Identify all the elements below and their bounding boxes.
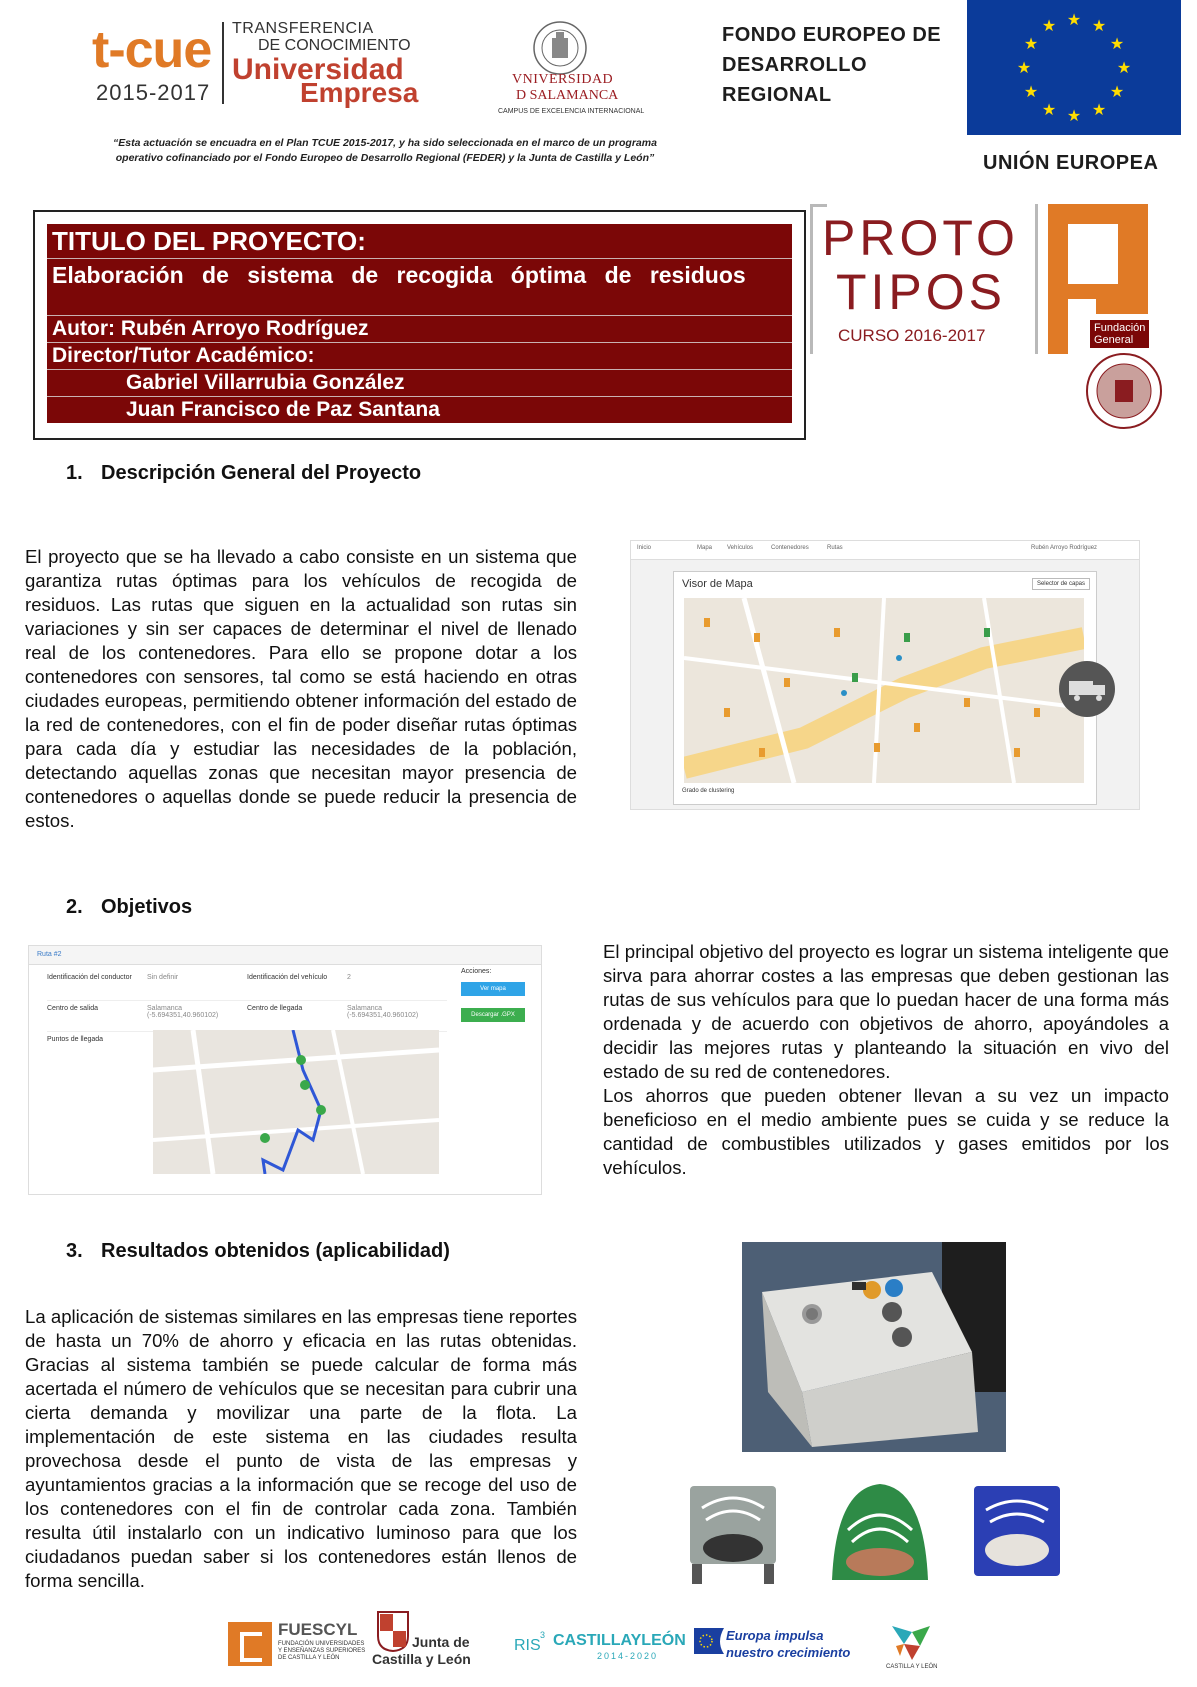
title-heading: TITULO DEL PROYECTO: (47, 224, 792, 259)
svg-text:★: ★ (1066, 10, 1082, 29)
route-map[interactable] (153, 1030, 439, 1174)
ris3-icon (514, 1628, 546, 1656)
svg-text:★: ★ (1091, 16, 1107, 35)
tcue-line1: TRANSFERENCIA (232, 20, 374, 37)
truck-icon (1057, 659, 1117, 719)
prototipos-line2: TIPOS (836, 264, 1007, 320)
svg-text:★: ★ (1016, 58, 1032, 77)
svg-text:★: ★ (1023, 34, 1039, 53)
fundacion-label: Fundación General (1090, 320, 1149, 348)
europa-line1: Europa impulsa (726, 1628, 824, 1643)
usal-seal-icon (532, 20, 588, 76)
map-canvas[interactable] (684, 598, 1084, 783)
svg-text:★: ★ (1109, 34, 1125, 53)
section-2-text: El principal objetivo del proyecto es lograr un sistema inteligente que sirva para ahorrar costes a las empresas que deben gestionan las rutas de sus vehículos para que lo puedan hacer de una forma más ordenada y de acuerdo con objetivos de ahorro, apoyándoles a decidir las mejores rutas y planteando la situación en vivo del estado de su red de contenedores. Los ahorros que pueden obtener llevan a su vez un impacto beneficioso en el medio ambiente pues se cuida y se reduce la cantidad de combustibles utilizados y gases emitidos por los vehículos. (603, 941, 1169, 1178)
funding-quote: “Esta actuación se encuadra en el Plan TCUE 2015-2017, y ha sido seleccionada en el marco de un programa operativo cofinanciado por el Fondo Europeo de Desarrollo Regional (FEDER) y la Junta de Castilla y León” (113, 137, 657, 164)
nav-map: Mapa (697, 545, 713, 551)
ris-castilla: CASTILLAYLEÓN (553, 1632, 686, 1649)
download-gpx-button[interactable]: Descargar .GPX (461, 1008, 525, 1022)
nav-home: Inicio (637, 545, 652, 551)
svg-text:★: ★ (1091, 100, 1107, 119)
author: Autor: Rubén Arroyo Rodríguez (47, 316, 792, 343)
route-header: Ruta #2 (29, 946, 541, 965)
tcue-divider (222, 22, 224, 104)
eu-label: UNIÓN EUROPEA (983, 152, 1159, 174)
nav-vehicles: Vehículos (727, 545, 754, 551)
svg-text:★: ★ (1109, 82, 1125, 101)
actions-label: Acciones: (461, 968, 492, 975)
blue-container-icon (968, 1478, 1066, 1586)
title-panel (47, 224, 792, 423)
gray-container-icon (684, 1478, 782, 1586)
svg-text:★: ★ (1041, 100, 1057, 119)
map-panel-title: Visor de Mapa (682, 578, 753, 590)
europa-line2: nuestro crecimiento (726, 1645, 851, 1660)
section-1-text: El proyecto que se ha llevado a cabo consiste en un sistema que garantiza rutas óptimas para los vehículos de recogida de residuos. Las rutas que siguen en la actualidad son rutas sin variaciones y sin ser capaces de determinar el nivel de llenado real de los contenedores. Para ello se propone dotar a los contenedores con sensores, tal como se está haciendo en otras ciudades europeas, permitiendo obtener información del estado de la red de contenedores, con el fin de poder diseñar rutas óptimas para cada día y estudiar las necesidades de la población, detectando aquellas zonas que necesitan mayor presencia de contenedores o aquellas donde se puede reducir la presencia de estos. (25, 546, 577, 831)
fuescyl-name: FUESCYL (278, 1620, 358, 1639)
cyl-label: CASTILLA Y LEÓN (886, 1664, 938, 1670)
map-viewer-screenshot (630, 540, 1140, 810)
route-row: Puntos de llegada (47, 1036, 104, 1043)
svg-text:★: ★ (1066, 106, 1082, 125)
tcue-years: 2015-2017 (96, 80, 211, 105)
tcue-wordmark: t-cue (92, 21, 212, 79)
section-1-heading: 1. Descripción General del Proyecto (66, 462, 422, 484)
eu-flag-icon (967, 0, 1181, 135)
director-label: Director/Tutor Académico: (47, 343, 792, 370)
route-row: Identificación del conductor Sin definir Identificación del vehículo 2 (47, 974, 447, 1001)
title-block (33, 210, 806, 440)
ris-years: 2014-2020 (597, 1651, 659, 1661)
usal-line2: D SALAMANCA (516, 88, 619, 103)
section-3-heading: 3. Resultados obtenidos (aplicabilidad) (66, 1240, 450, 1262)
fuescyl-logo-icon (228, 1622, 272, 1666)
sensor-device-photo (742, 1242, 1006, 1452)
junta-line1: Junta de (412, 1634, 470, 1650)
route-detail-screenshot (28, 945, 542, 1195)
tcue-line3: Universidad (232, 53, 404, 86)
fuescyl-subtitle: FUNDACIÓN UNIVERSIDADES Y ENSEÑANZAS SUPERIORES DE CASTILLA Y LEÓN (278, 1641, 366, 1661)
usal-line1: VNIVERSIDAD (512, 72, 614, 87)
castilla-leon-brand-icon (886, 1622, 936, 1662)
europa-impulsa-flag-icon (692, 1626, 726, 1656)
nav-containers: Contenedores (771, 545, 809, 551)
map-panel (673, 571, 1097, 805)
nav-user: Rubén Arroyo Rodríguez (1031, 545, 1098, 551)
svg-text:3: 3 (540, 1630, 546, 1640)
section-2-heading: 2. Objetivos (66, 896, 193, 918)
nav-routes: Rutas (827, 545, 843, 551)
tcue-line2: DE CONOCIMIENTO (258, 37, 411, 54)
junta-shield-icon (376, 1610, 410, 1652)
clustering-label: Grado de clustering (682, 788, 735, 794)
section-3-text: La aplicación de sistemas similares en las empresas tiene reportes de hasta un 70% de ahorro y eficacia en las rutas obtenidas. Gracias al sistema también se puede calcular de forma más acertada el número de vehículos que se necesitan para cubrir una cierta demanda y movilizar una parte de la flota. La implementación de este sistema en las ciudades resulta provechosa desde el punto de vista de las empresas y ayuntamientos gracias a la información que se recoge del uso de los contenedores con el fin de controlar cada zona. También resulta útil instalarlo con un indicativo luminoso para que los ciudadanos puedan saber si los contenedores están llenos de forma sencilla. (25, 1306, 577, 1591)
feder-title: FONDO EUROPEO DE DESARROLLO REGIONAL (722, 24, 942, 106)
director-2: Juan Francisco de Paz Santana (126, 398, 440, 421)
prototipos-course: CURSO 2016-2017 (838, 326, 986, 345)
svg-text:RIS: RIS (514, 1637, 541, 1654)
svg-text:★: ★ (1041, 16, 1057, 35)
prototipos-line1: PROTO (822, 210, 1019, 266)
route-row: Centro de salida Salamanca (-5.694351,40.960102) Centro de llegada Salamanca (-5.694351,40.960102) (47, 1001, 447, 1032)
project-title: Elaboración de sistema de recogida óptima de residuos (47, 259, 792, 316)
director-1: Gabriel Villarrubia González (47, 370, 792, 397)
usal-round-seal-icon (1085, 352, 1163, 430)
usal-line3: CAMPUS DE EXCELENCIA INTERNACIONAL (498, 108, 645, 115)
junta-line2: Castilla y León (372, 1651, 471, 1667)
layers-button[interactable]: Selector de capas (1032, 578, 1090, 590)
svg-text:★: ★ (1023, 82, 1039, 101)
green-igloo-container-icon (826, 1480, 934, 1588)
app-navbar (631, 541, 1139, 560)
view-map-button[interactable]: Ver mapa (461, 982, 525, 996)
tcue-line4: Empresa (300, 77, 419, 108)
svg-text:★: ★ (1116, 58, 1132, 77)
